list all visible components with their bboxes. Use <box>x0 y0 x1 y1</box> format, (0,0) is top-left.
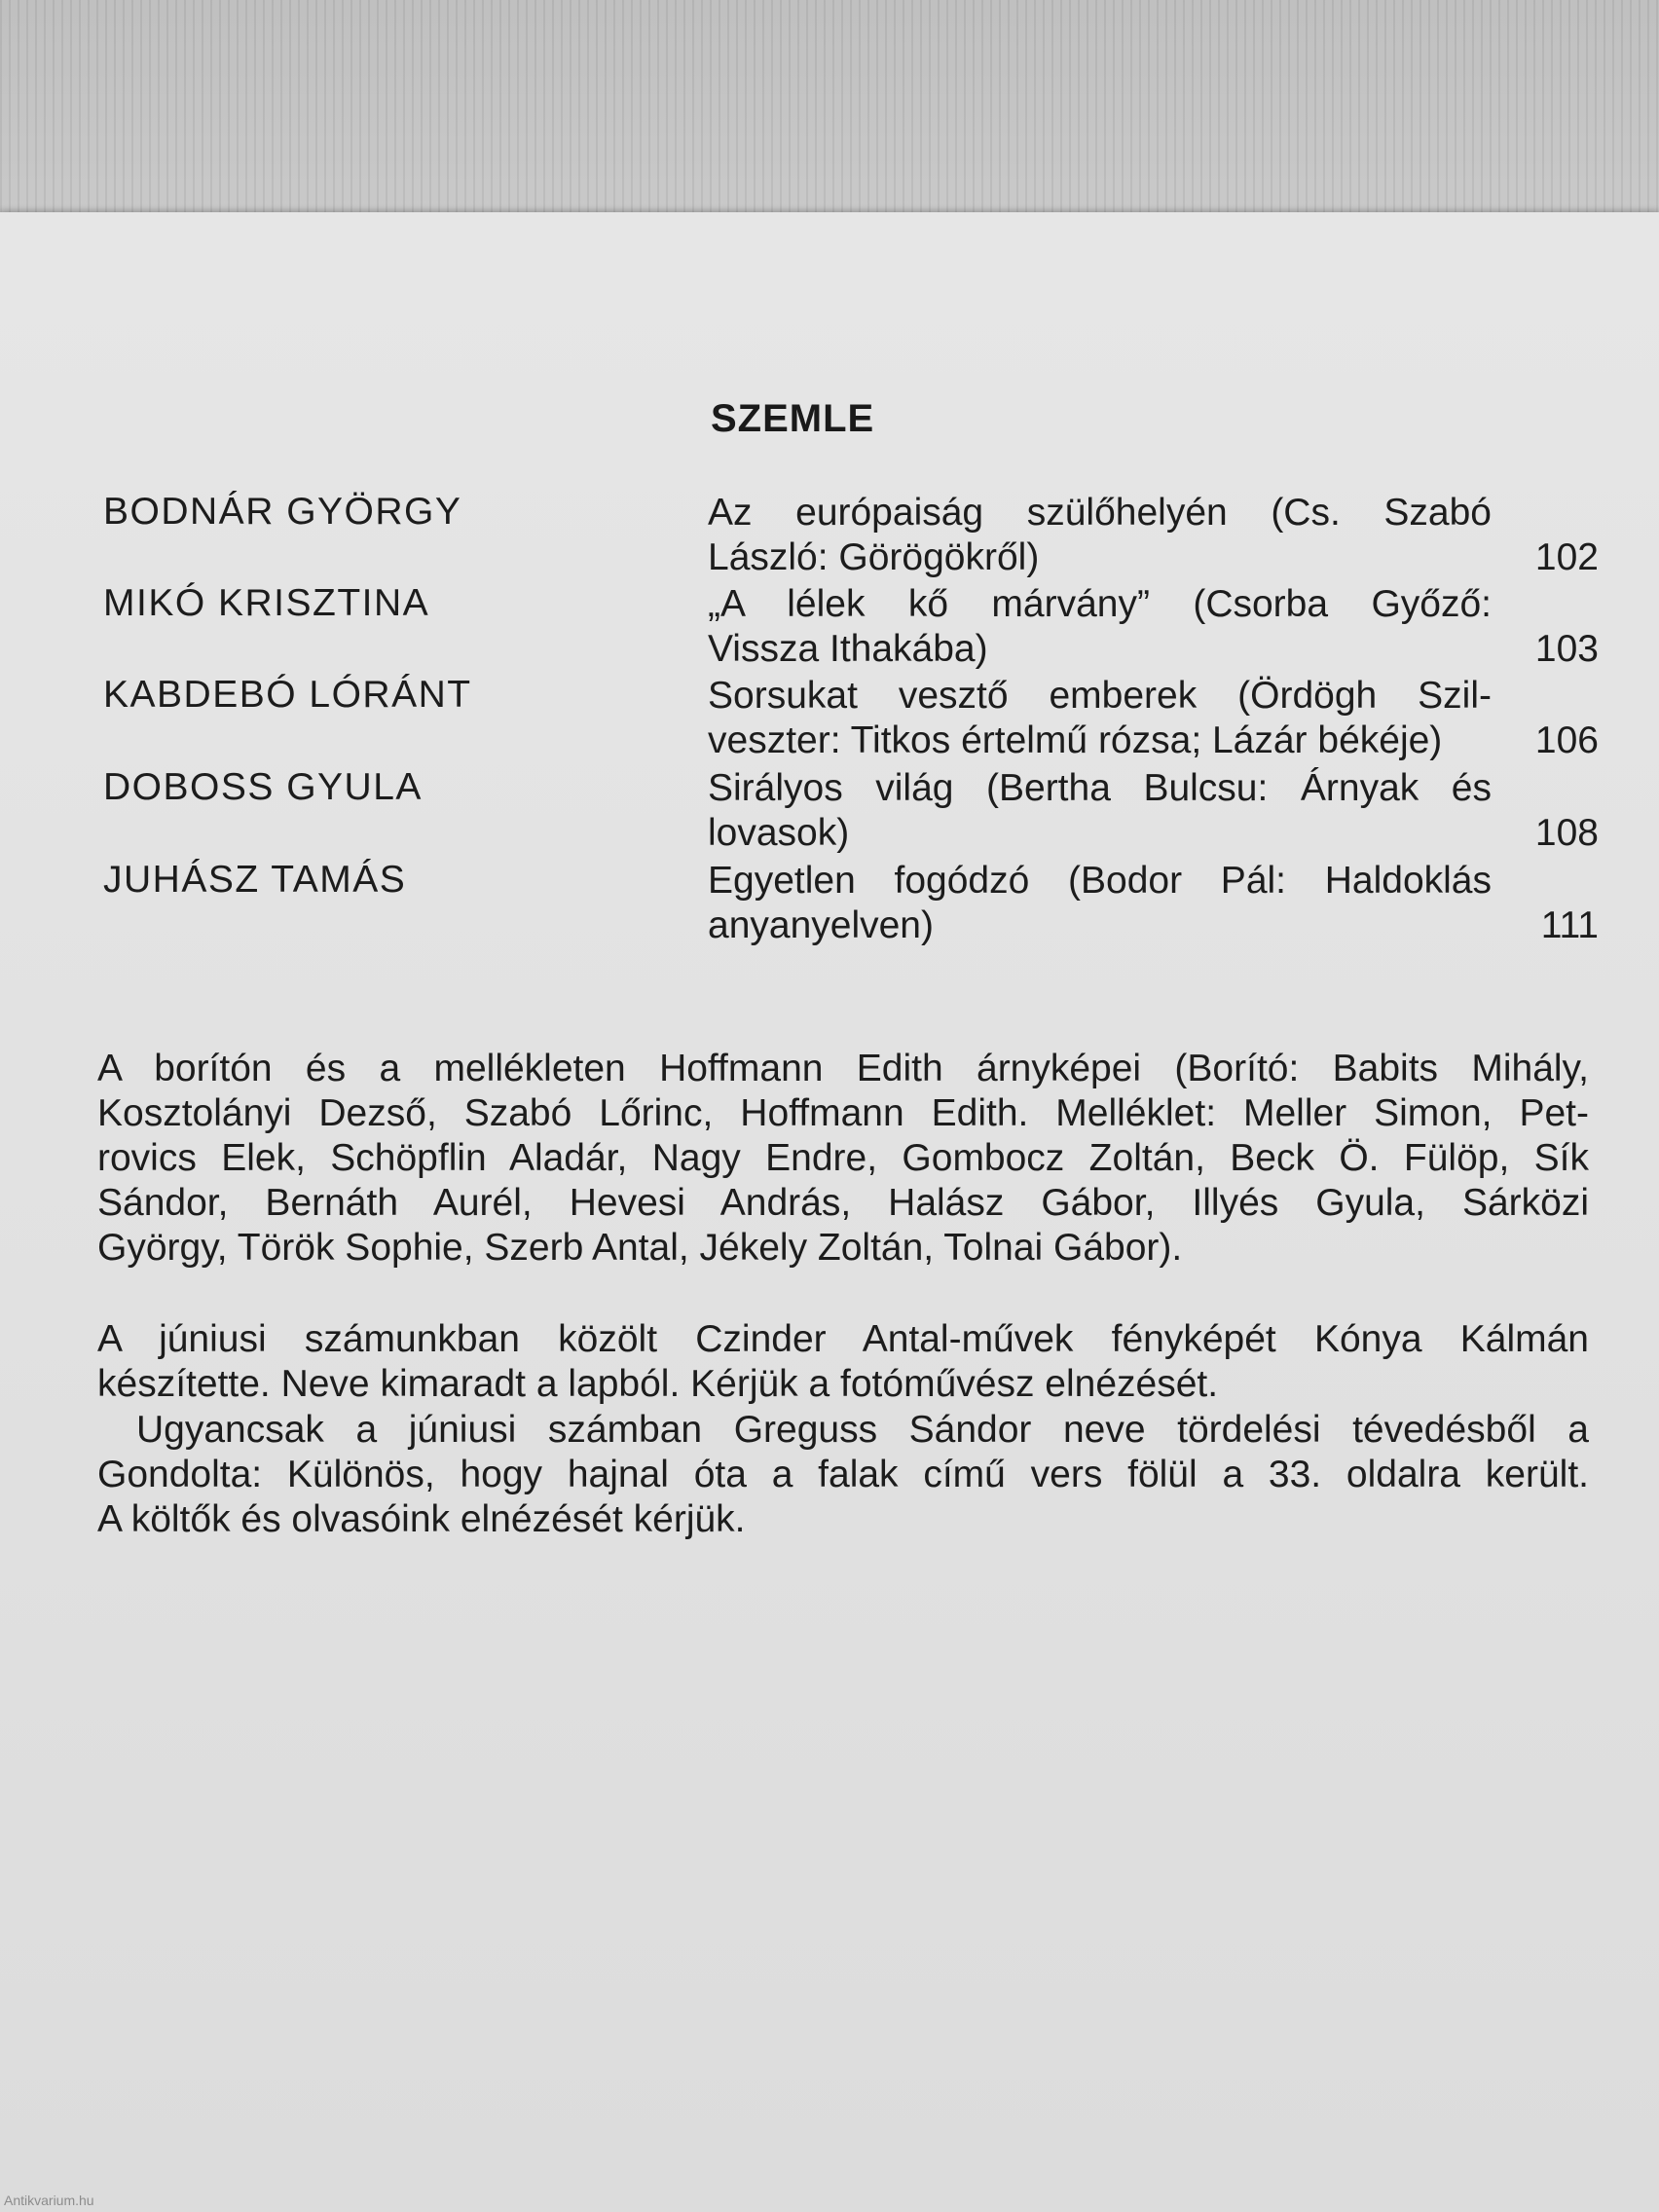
cover-credits-paragraph: A borítón és a mellékleten Hoffmann Edith árnyképei (Borító: Babits Mihály, Kosztolányi Dezső, Szabó Lőrinc, Hoffmann Edith. Melléklet: Meller Simon, Pet- rovics Elek, Schöpflin Aladár, Nagy Endre, Gombocz Zoltán, Beck Ö. Fülöp, Sík Sándor, Bernáth Aurél, Hevesi András, Halász Gábor, Illyés Gyula, Sárközi György, Török Sophie, Szerb Antal, Jékely Zoltán, Tolnai Gábor). <box>97 1048 1589 1269</box>
toc-author: DOBOSS GYULA <box>103 766 423 808</box>
toc-page-number: 108 <box>1534 812 1599 854</box>
background-surface <box>0 0 1659 234</box>
toc-title: „A lélek kő márvány” (Csorba Győző: Vissza Ithakába) <box>708 583 1492 670</box>
toc-title: Az európaiság szülőhelyén (Cs. Szabó László: Görögökről) <box>708 492 1492 578</box>
toc-page-number: 106 <box>1534 719 1599 761</box>
toc-title: Sorsukat vesztő emberek (Ördögh Szil- veszter: Titkos értelmű rózsa; Lázár békéje) <box>708 675 1492 761</box>
section-title: SZEMLE <box>711 397 875 440</box>
correction-paragraph: A júniusi számunkban közölt Czinder Antal-művek fényképét Kónya Kálmán készítette. Neve kimaradt a lapból. Kérjük a fotóművész elnézését. <box>97 1318 1589 1405</box>
toc-page-number: 111 <box>1540 904 1599 946</box>
toc-author: BODNÁR GYÖRGY <box>103 491 462 533</box>
toc-title: Sirályos világ (Bertha Bulcsu: Árnyak és lovasok) <box>708 767 1492 854</box>
toc-author: MIKÓ KRISZTINA <box>103 582 430 624</box>
toc-author: KABDEBÓ LÓRÁNT <box>103 674 472 716</box>
correction-paragraph: Ugyancsak a júniusi számban Greguss Sándor neve tördelési tévedésből a Gondolta: Különös, hogy hajnal óta a falak című vers fölül a 33. oldalra került. A költők és olvasóink elnézését kérjük. <box>97 1409 1589 1540</box>
toc-author: JUHÁSZ TAMÁS <box>103 859 407 901</box>
toc-title: Egyetlen fogódzó (Bodor Pál: Haldoklás anyanyelven) <box>708 860 1492 946</box>
watermark: Antikvarium.hu <box>4 2193 94 2208</box>
toc-page-number: 102 <box>1534 536 1599 578</box>
toc-page-number: 103 <box>1534 628 1599 670</box>
